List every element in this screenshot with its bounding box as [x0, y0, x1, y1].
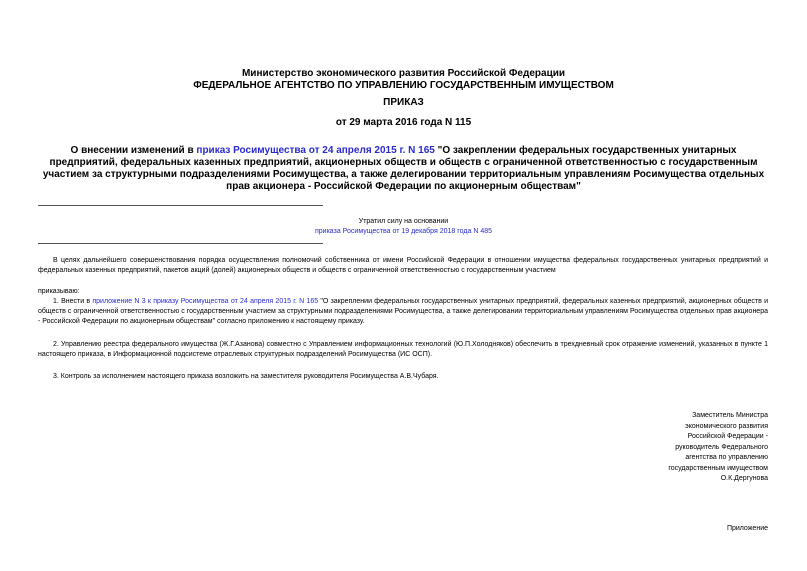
lapsed-text: Утратил силу на основании	[358, 218, 449, 225]
appendix-label: Приложение	[726, 525, 768, 532]
signature-line: руководитель Федерального	[675, 443, 768, 451]
lapsed-notice	[300, 217, 507, 237]
item-1-paragraph	[38, 297, 768, 327]
order-word: приказываю:	[38, 288, 80, 295]
document-header	[0, 68, 807, 92]
document-type: ПРИКАЗ	[383, 97, 424, 108]
item-2-paragraph: 2. Управлению реестра федерального имущества (Ж.Г.Азанова) совместно с Управлением информационных технологий (Ю.П.Холодняков) обеспечить в трехдневный срок отражение изменений, указанных в пункте 1 настоящего приказа, в Информационной подсистеме отраслевых структурных подразделений Росимущества (ИС ОСП).	[38, 341, 768, 358]
signature-line: Заместитель Министра	[692, 412, 768, 419]
item-1-appendix-link[interactable]: приложение N 3 к приказу Росимущества от 24 апреля 2015 г. N 165	[92, 298, 319, 305]
agency-name: ФЕДЕРАЛЬНОЕ АГЕНТСТВО ПО УПРАВЛЕНИЮ ГОСУДАРСТВЕННЫМ ИМУЩЕСТВОМ	[193, 80, 614, 91]
signature-line: агентства по управлению	[685, 454, 768, 461]
item-1-prefix: 1. Внести в	[53, 298, 93, 305]
divider-top	[38, 205, 323, 206]
ministry-name: Министерство экономического развития Российской Федерации	[241, 68, 566, 79]
title-prefix: О внесении изменений в	[70, 145, 197, 156]
title-order-link[interactable]: приказ Росимущества от 24 апреля 2015 г. N 165	[196, 145, 435, 156]
lapsed-order-link[interactable]: приказа Росимущества от 19 декабря 2018 года N 485	[314, 228, 492, 235]
document-date-number: от 29 марта 2016 года N 115	[335, 117, 472, 128]
item-3-paragraph: 3. Контроль за исполнением настоящего приказа возложить на заместителя руководителя Росимущества А.В.Чубаря.	[53, 373, 439, 380]
signature-block	[640, 411, 768, 485]
divider-bottom	[38, 243, 323, 244]
signature-line: Российской Федерации -	[687, 433, 768, 440]
signatory-name: О.К.Дергунова	[720, 475, 768, 482]
signature-line: экономического развития	[685, 422, 768, 430]
signature-line: государственным имуществом	[668, 464, 768, 472]
item-1-rest: "О закреплении федеральных государственных унитарных предприятий, федеральных казенных предприятий, акционерных обществ и обществ с ограниченной ответственностью с государственным участием за структурными подразделениями Росимущества, а также делегировании территориальным управлениям Росимущества отдельных прав акционера - Российской Федерации по акционерным обществам" согласно приложению к настоящему приказу.	[38, 298, 768, 325]
title-rest: "О закреплении федеральных государственных унитарных предприятий, федеральных казенных предприятий, акционерных обществ и обществ с ограниченной ответственностью с государственным участием за структурными подразделениями Росимущества, а также делегировании территориальным управлениям Росимущества отдельных прав акционера - Российской Федерации по акционерным обществам"	[42, 145, 765, 192]
document-title	[40, 145, 767, 193]
preamble-paragraph: В целях дальнейшего совершенствования порядка осуществления полномочий собственника от имени Российской Федерации в отношении имущества федеральных государственных унитарных предприятий и федеральных казенных предприятий, пакетов акций (долей) акционерных обществ и обществ с ограниченной ответственностью с государственным участием	[38, 257, 768, 274]
